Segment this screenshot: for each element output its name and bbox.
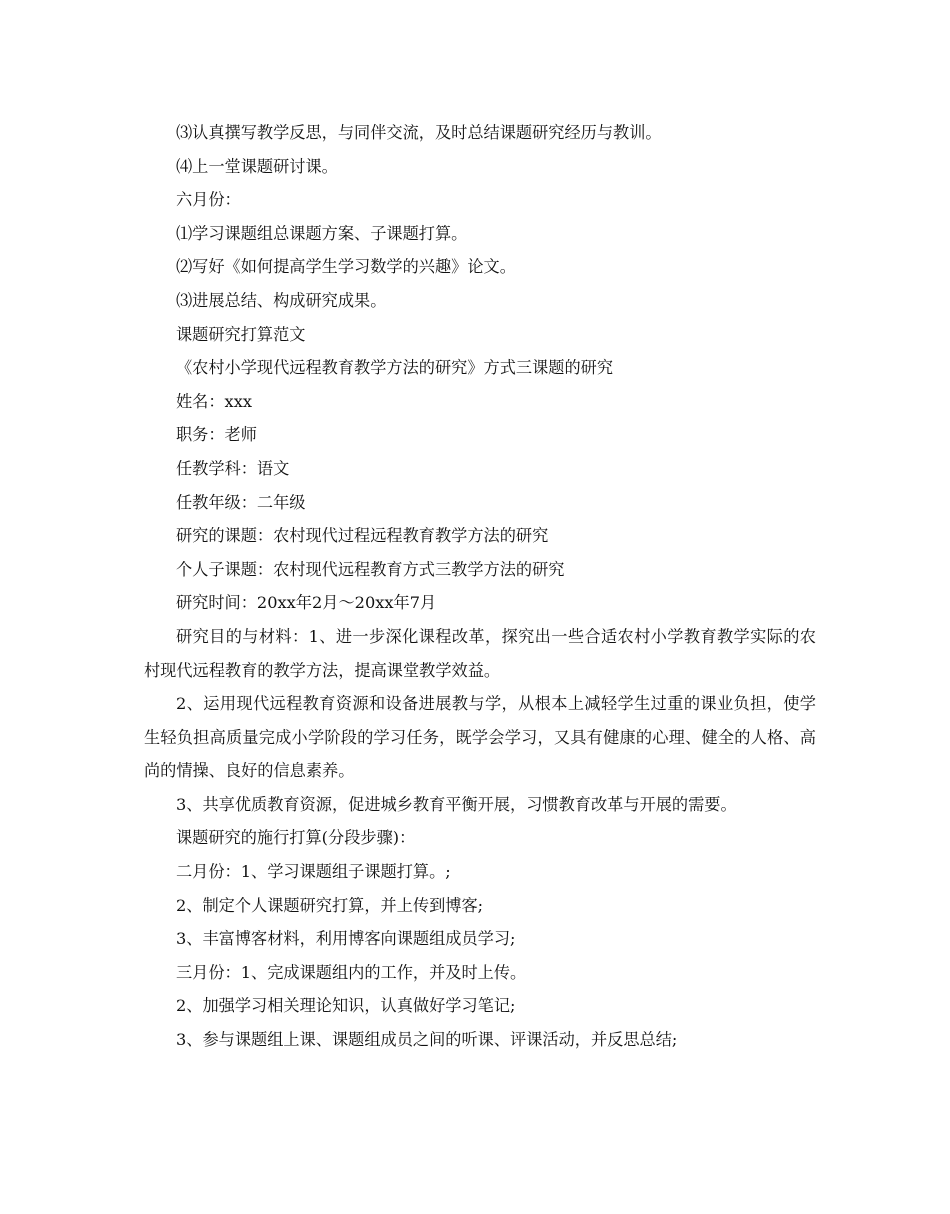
info-grade: 任教年级：二年级	[176, 492, 306, 512]
info-name: 姓名：xxx	[176, 391, 252, 411]
text-line: 3、丰富博客材料，利用博客向课题组成员学习;	[176, 929, 516, 949]
text-line: 3、参与课题组上课、课题组成员之间的听课、评课活动，并反思总结;	[176, 1030, 678, 1050]
paragraph: 2、运用现代远程教育资源和设备进展教与学，从根本上减轻学生过重的课业负担，使学生轻负担高质量完成小学阶段的学习任务，既学会学习，又具有健康的心理、健全的人格、高尚的情操、良好的信息素养。	[144, 694, 816, 781]
text-line: ⑷上一堂课题研讨课。	[176, 156, 338, 176]
text-line: ⑵写好《如何提高学生学习数学的兴趣》论文。	[176, 257, 516, 277]
text-line: ⑶进展总结、构成研究成果。	[176, 290, 387, 310]
text-line: 2、制定个人课题研究打算，并上传到博客;	[176, 895, 484, 915]
text-line: ⑶认真撰写教学反思，与同伴交流，及时总结课题研究经历与教训。	[176, 123, 662, 142]
info-subject: 任教学科：语文	[176, 458, 290, 478]
paragraph: 3、共享优质教育资源，促进城乡教育平衡开展，习惯教育改革与开展的需要。	[176, 794, 737, 814]
text-line: ⑴学习课题组总课题方案、子课题打算。	[176, 223, 468, 243]
info-research-time: 研究时间：20xx年2月～20xx年7月	[176, 593, 437, 613]
section-heading: 课题研究的施行打算(分段步骤)：	[176, 828, 416, 848]
document-title: 《农村小学现代远程教育教学方法的研究》方式三课题的研究	[176, 358, 614, 378]
section-heading: 课题研究打算范文	[176, 324, 306, 344]
text-line: 三月份：1、完成课题组内的工作，并及时上传。	[176, 962, 527, 982]
info-research-topic: 研究的课题：农村现代过程远程教育教学方法的研究	[176, 526, 549, 546]
document-body	[144, 116, 816, 1057]
info-sub-topic: 个人子课题：农村现代远程教育方式三教学方法的研究	[176, 559, 565, 579]
info-position: 职务：老师	[176, 425, 257, 445]
paragraph: 研究目的与材料：1、进一步深化课程改革，探究出一些合适农村小学教育教学实际的农村现代远程教育的教学方法，提高课堂教学效益。	[144, 626, 816, 680]
text-line: 六月份：	[176, 190, 241, 210]
text-line: 2、加强学习相关理论知识，认真做好学习笔记;	[176, 996, 516, 1016]
text-line: 二月份：1、学习课题组子课题打算。;	[176, 862, 451, 882]
